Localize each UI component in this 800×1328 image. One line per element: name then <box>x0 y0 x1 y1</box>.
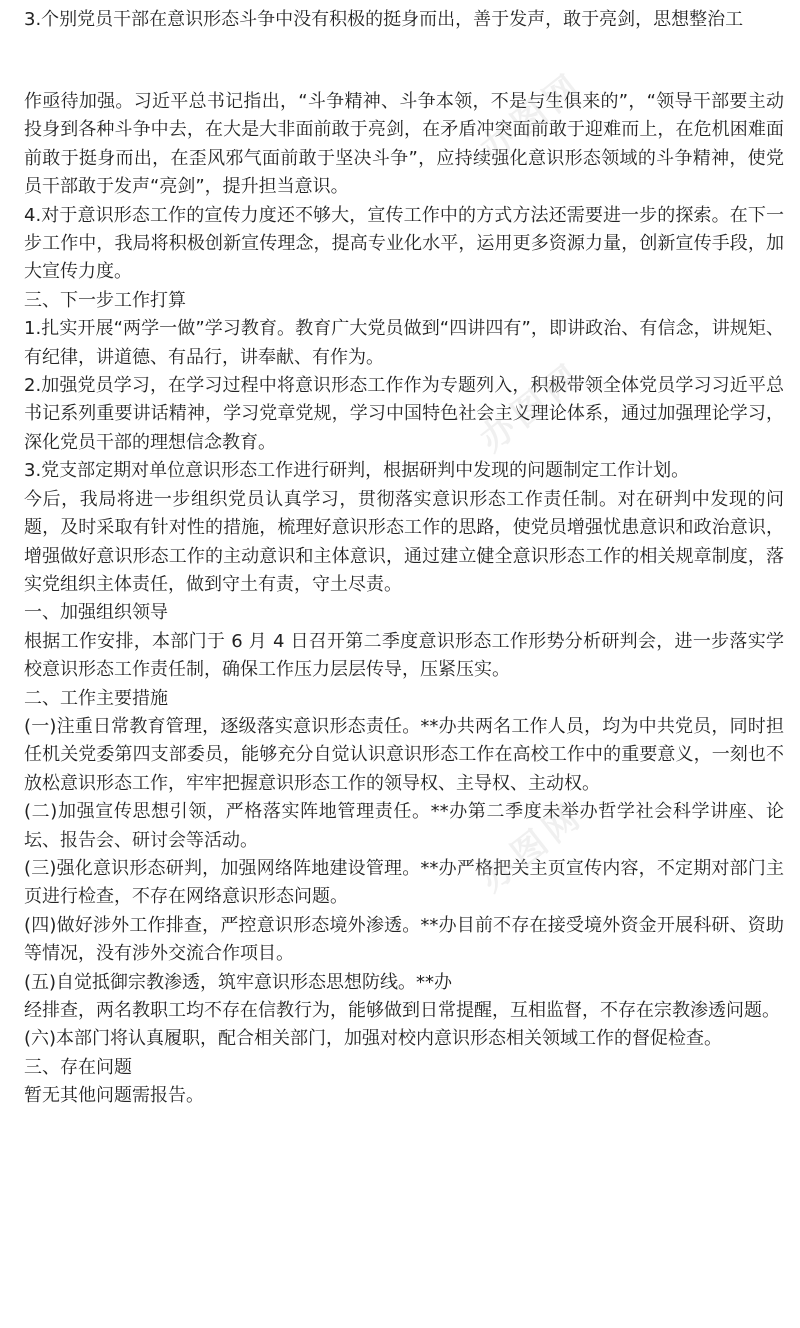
paragraph-measure-4: (四)做好涉外工作排查，严控意识形态境外渗透。**办目前不存在接受境外资金开展科研、资助等情况，没有涉外交流合作项目。 <box>24 914 784 965</box>
heading-main-measures: 二、工作主要措施 <box>24 687 168 709</box>
watermark-text: 办图网 <box>472 354 592 460</box>
paragraph-future-plan: 今后，我局将进一步组织党员认真学习，贯彻落实意识形态工作责任制。对在研判中发现的问题，及时采取有针对性的措施，梳理好意识形态工作的思路，使党员增强忧患意识和政治意识，增强做好意识形态工作的主动意识和主体意识，通过建立健全意识形态工作的相关规章制度，落实党组织主体责任，做到守土有责，守土尽责。 <box>24 488 784 595</box>
paragraph-measure-5: (五)自觉抵御宗教渗透，筑牢意识形态思想防线。**办 <box>24 971 453 993</box>
heading-organization-leadership: 一、加强组织领导 <box>24 602 168 624</box>
paragraph-item-4-publicity: 4.对于意识形态工作的宣传力度还不够大，宣传工作中的方式方法还需要进一步的探索。在下一步工作中，我局将积极创新宣传理念，提高专业化水平，运用更多资源力量，创新宣传手段，加大宣传力度。 <box>24 204 784 283</box>
paragraph-measure-1: (一)注重日常教育管理，逐级落实意识形态责任。**办共两名工作人员，均为中共党员，同时担任机关党委第四支部委员，能够充分自觉认识意识形态工作在高校工作中的重要意义，一刻也不放松意识形态工作，牢牢把握意识形态工作的领导权、主导权、主动权。 <box>24 715 784 794</box>
watermark-text: 办图网 <box>472 64 592 170</box>
paragraph-struggle-spirit: 作亟待加强。习近平总书记指出，“斗争精神、斗争本领，不是与生俱来的”，“领导干部要主动投身到各种斗争中去，在大是大非面前敢于亮剑，在矛盾冲突面前敢于迎难而上，在危机困难面前敢于挺身而出，在歪风邪气面前敢于坚决斗争”，应持续强化意识形态领域的斗争精神，使党员干部敢于发声“亮剑”，提升担当意识。 <box>24 91 784 198</box>
paragraph-next-step-3: 3.党支部定期对单位意识形态工作进行研判，根据研判中发现的问题制定工作计划。 <box>24 460 690 482</box>
paragraph-next-step-2: 2.加强党员学习，在学习过程中将意识形态工作作为专题列入，积极带领全体党员学习习近平总书记系列重要讲话精神，学习党章党规，学习中国特色社会主义理论体系，通过加强理论学习，深化党员干部的理想信念教育。 <box>24 375 784 453</box>
main-text-block <box>24 88 784 1111</box>
paragraph-measure-5-detail: 经排查，两名教职工均不存在信教行为，能够做到日常提醒，互相监督，不存在宗教渗透问题。 <box>24 1000 780 1021</box>
heading-next-steps: 三、下一步工作打算 <box>24 289 186 311</box>
paragraph-next-step-1: 1.扎实开展“两学一做”学习教育。教育广大党员做到“四讲四有”，即讲政治、有信念，讲规矩、有纪律，讲道德、有品行，讲奉献、有作为。 <box>24 318 784 368</box>
paragraph-measure-3: (三)强化意识形态研判，加强网络阵地建设管理。**办严格把关主页宣传内容，不定期对部门主页进行检查，不存在网络意识形态问题。 <box>24 857 784 908</box>
paragraph-no-problems: 暂无其他问题需报告。 <box>24 1085 204 1107</box>
item-3-first-line-block <box>24 6 784 34</box>
paragraph-measure-6: (六)本部门将认真履职，配合相关部门，加强对校内意识形态相关领域工作的督促检查。 <box>24 1028 723 1050</box>
paragraph-measure-2: (二)加强宣传思想引领，严格落实阵地管理责任。**办第二季度未举办哲学社会科学讲座、论坛、报告会、研讨会等活动。 <box>24 801 784 851</box>
paragraph-meeting: 根据工作安排，本部门于 6 月 4 日召开第二季度意识形态工作形势分析研判会，进一步落实学校意识形态工作责任制，确保工作压力层层传导，压紧压实。 <box>24 630 784 681</box>
item-3-first-line: 3.个别党员干部在意识形态斗争中没有积极的挺身而出，善于发声，敢于亮剑，思想整治工 <box>24 9 744 30</box>
watermark-text: 办图网 <box>472 794 592 900</box>
heading-existing-problems: 三、存在问题 <box>24 1056 132 1078</box>
